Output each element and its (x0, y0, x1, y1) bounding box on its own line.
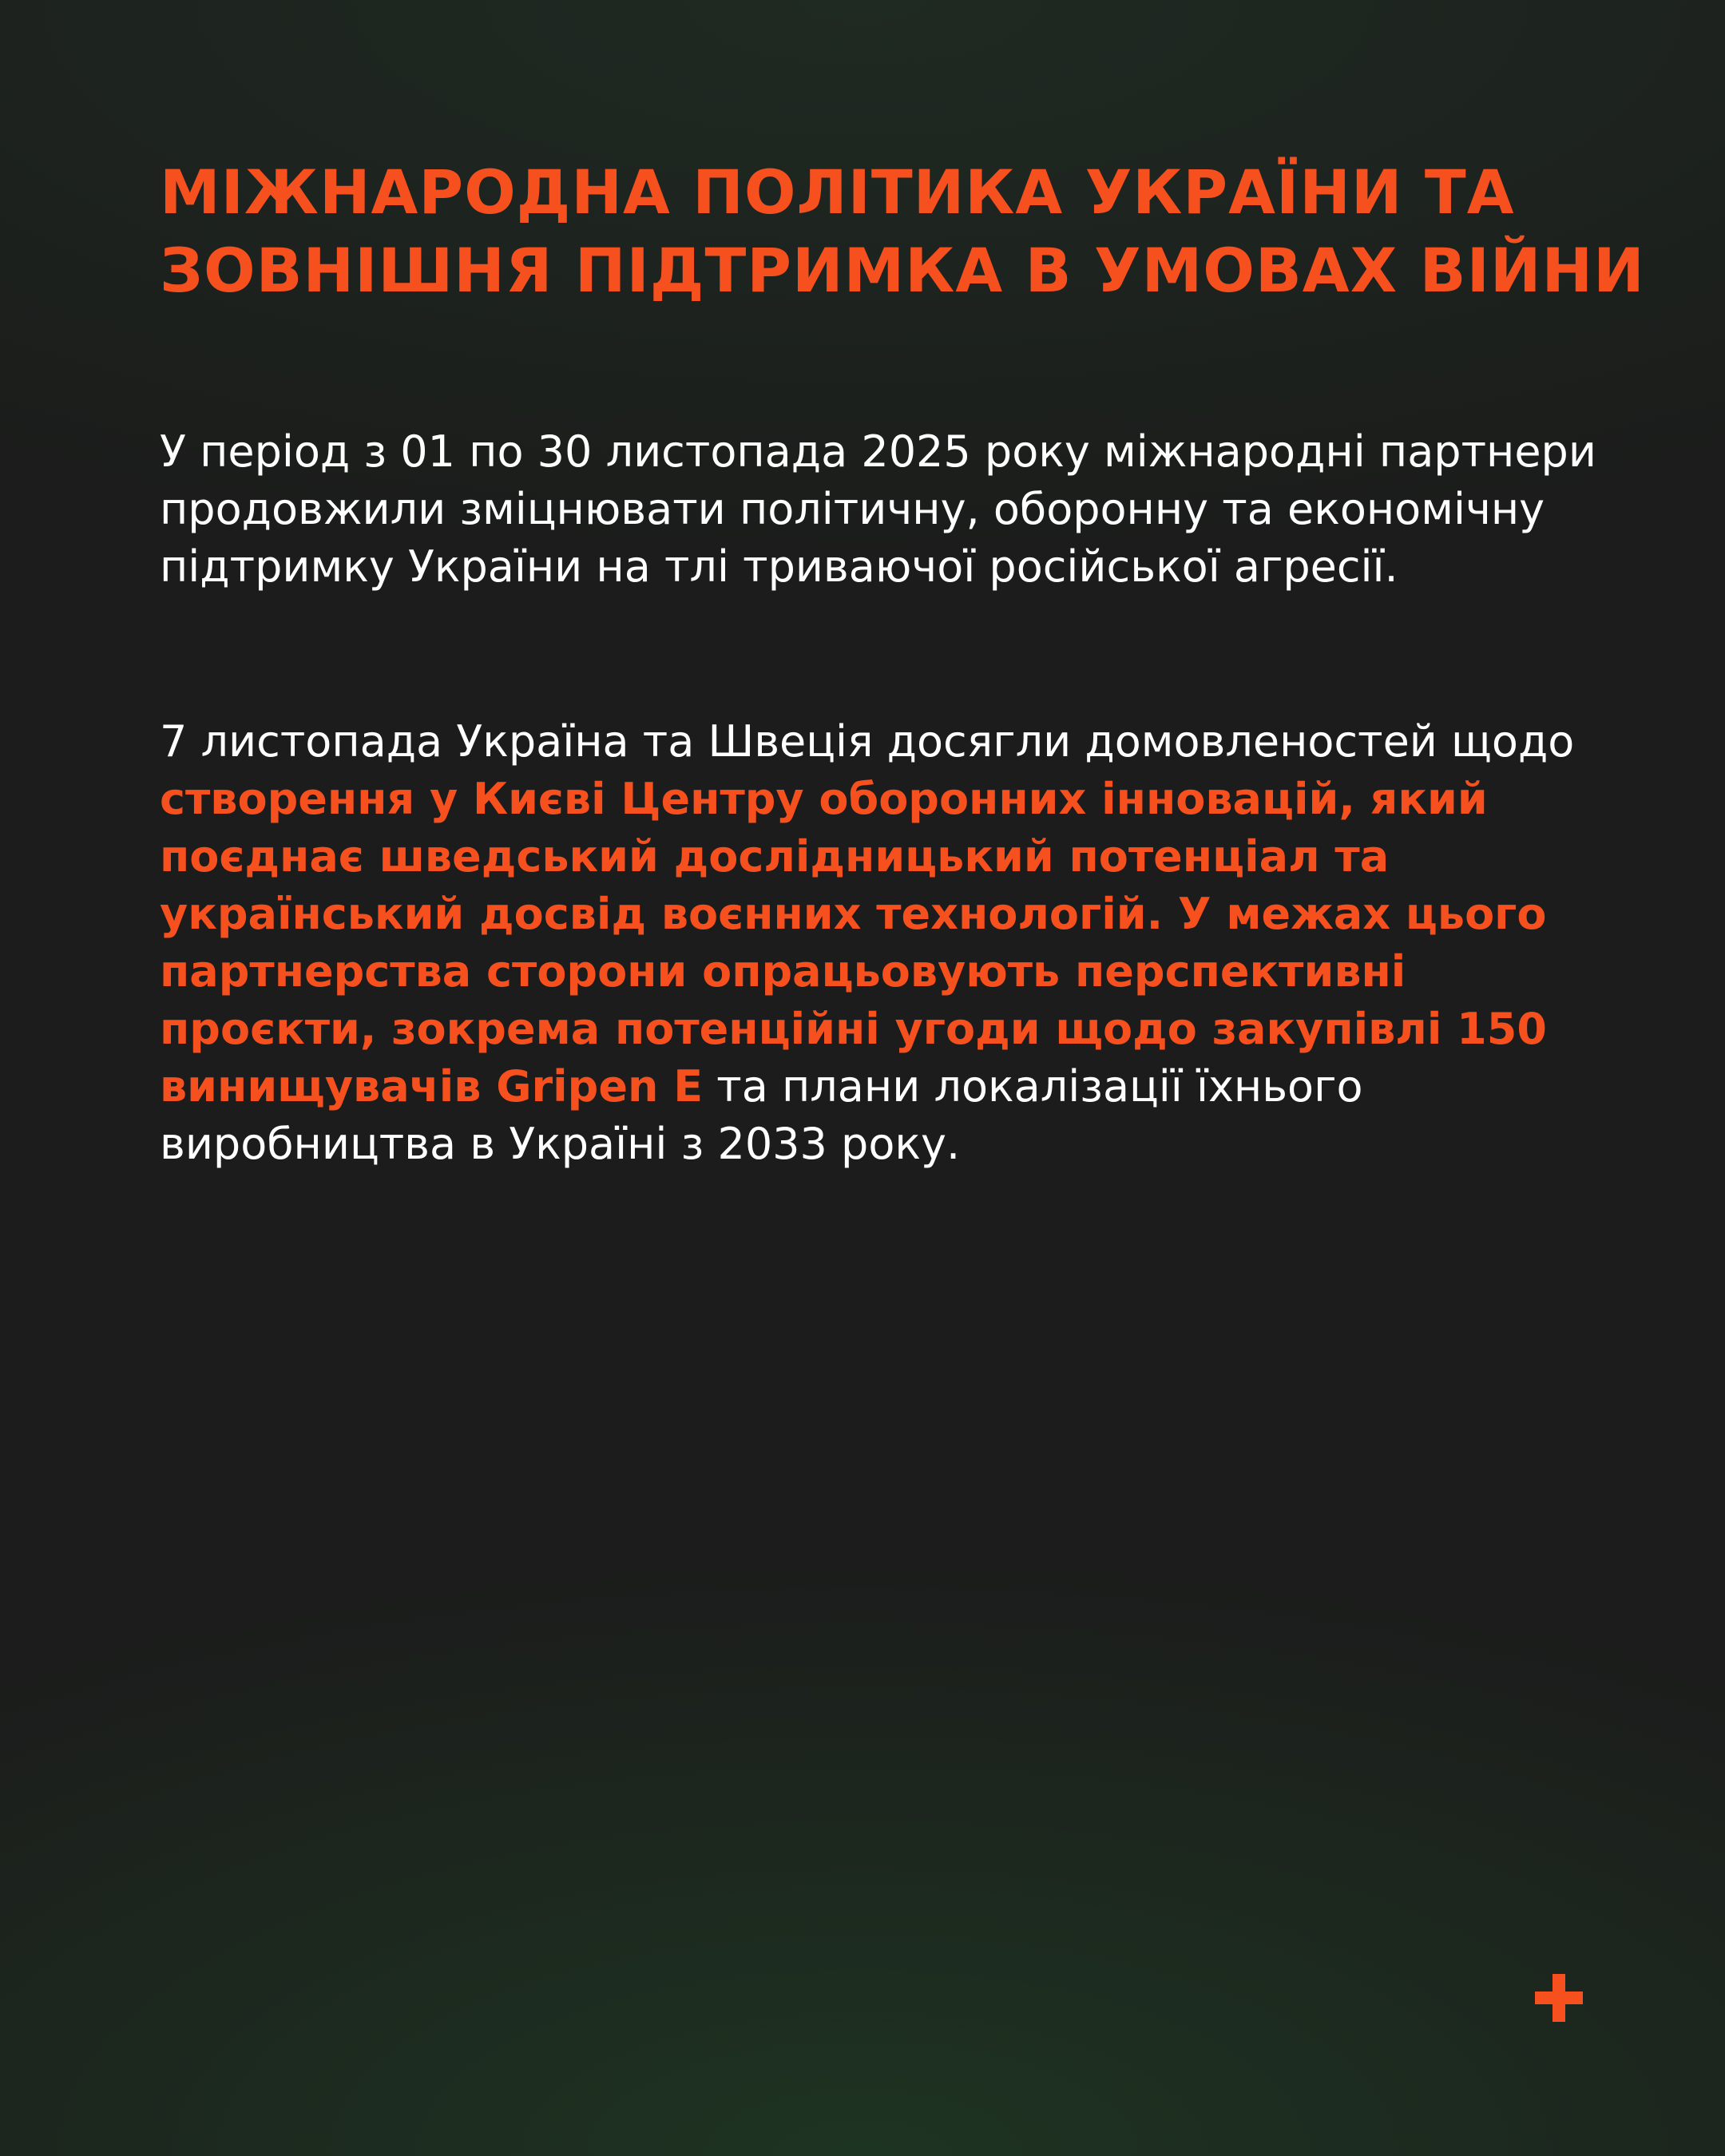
sweden-paragraph-intro: 7 листопада Україна та Швеція досягли домовленостей щодо (160, 716, 1575, 767)
sweden-paragraph-highlight: створення у Києві Центру оборонних інновацій, який поєднає шведський дослідницький потенціал та український досвід воєнних технологій. У межах цього партнерства сторони опрацьовують перспективні проєкти, зокрема потенційні угоди щодо закупівлі 150 винищувачів Gripen E (160, 774, 1547, 1112)
intro-paragraph: У період з 01 по 30 листопада 2025 року міжнародні партнери продовжили зміцнювати політичну, оборонну та економічну підтримку України на тлі триваючої російської агресії. (160, 426, 1596, 592)
page-title (160, 153, 1645, 310)
plus-icon (1535, 1974, 1583, 2022)
title-line-1: МІЖНАРОДНА ПОЛІТИКА УКРАЇНИ ТА (160, 157, 1515, 228)
sweden-paragraph-outro: та плани локалізації їхнього виробництва в Україні з 2033 року. (160, 1061, 1363, 1169)
sweden-paragraph (160, 713, 1613, 1173)
title-line-2: ЗОВНІШНЯ ПІДТРИМКА В УМОВАХ ВІЙНИ (160, 235, 1645, 306)
